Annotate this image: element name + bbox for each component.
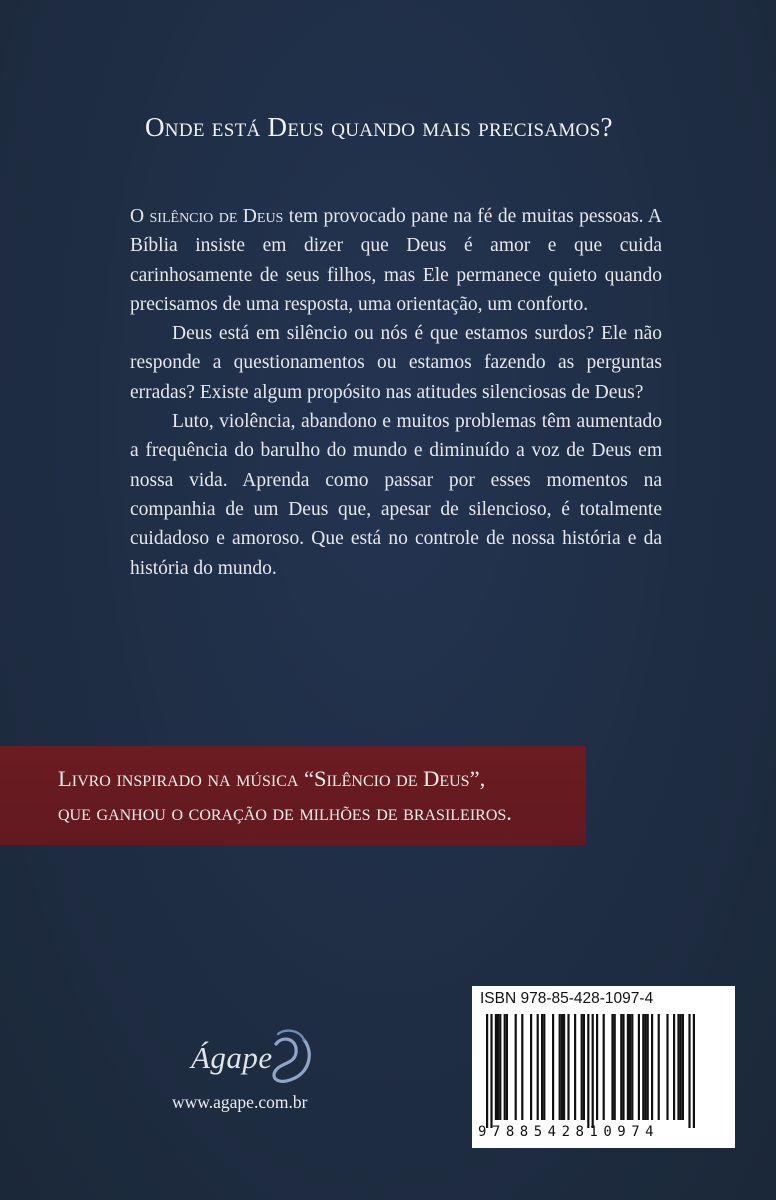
barcode-bar [642, 1014, 644, 1120]
barcode-bar [673, 1014, 675, 1120]
barcode-bar [497, 1014, 499, 1120]
barcode-bar [651, 1014, 653, 1120]
barcode-bar [521, 1014, 523, 1120]
barcode-bar [596, 1014, 598, 1120]
barcode-bar [506, 1014, 508, 1120]
barcode-bar [644, 1014, 646, 1120]
barcode-bar [499, 1014, 501, 1120]
barcode-bar [567, 1014, 569, 1120]
barcode-bar [680, 1014, 682, 1120]
barcode-bar [537, 1014, 539, 1120]
barcode-bar [647, 1014, 649, 1120]
barcode-bar [631, 1014, 633, 1120]
barcode-bar [627, 1014, 629, 1120]
barcode-bar [530, 1014, 532, 1120]
barcode-bar [543, 1014, 545, 1120]
banner-line-2: que ganhou o coração de milhões de brasileiros. [58, 800, 512, 825]
barcode-bar [581, 1014, 583, 1120]
barcode-bar [677, 1014, 679, 1120]
barcode-bar [541, 1014, 543, 1120]
barcode-bar [559, 1014, 561, 1120]
barcode-bar [629, 1014, 631, 1120]
barcode-bar [614, 1014, 616, 1120]
barcode-bar [495, 1014, 497, 1120]
synopsis-paragraph-2: Deus está em silêncio ou nós é que estamos surdos? Ele não responde a questionamentos ou estamos fazendo as perguntas erradas? Existe algum propósito nas atitudes silenciosas de Deus? [130, 323, 662, 403]
barcode-bar [693, 1014, 695, 1128]
synopsis-paragraph-3: Luto, violência, abandono e muitos problemas têm aumentado a frequência do barulho do mundo e diminuído a voz de Deus em nossa vida. Aprenda como passar por esses momentos na companhia de um Deus que, apesar de silencioso, é totalmente cuidadoso e amoroso. Que está no controle de nossa história e da história do mundo. [130, 411, 662, 579]
headline: Onde está Deus quando mais precisamos? [145, 112, 613, 142]
barcode-bar [515, 1014, 517, 1120]
barcode-bar [611, 1014, 613, 1120]
publisher-website: www.agape.com.br [172, 1092, 308, 1112]
banner-line-1: Livro inspirado na música “Silêncio de Deus”, [58, 766, 486, 791]
barcode-bar [682, 1014, 684, 1120]
barcode-bar [620, 1014, 622, 1120]
barcode-digits: 9788542810974 [478, 1124, 660, 1140]
barcode-bar [552, 1014, 554, 1120]
paragraph-text: tem provocado pane na fé de muitas pessoas. A Bíblia insiste em dizer que Deus é amor e que cuida carinhosamente de seus filhos, mas Ele permanece quieto quando precisamos de uma resposta, uma orientação, um conforto. [130, 206, 662, 315]
isbn-label: ISBN 978-85-428-1097-4 [480, 990, 654, 1007]
barcode-bar [658, 1014, 660, 1120]
barcode-bar [490, 1014, 492, 1128]
barcode-bar [486, 1014, 488, 1128]
barcode-bar [504, 1014, 506, 1120]
barcode-bar [592, 1014, 594, 1128]
paragraph-lead: O silêncio de Deus [130, 206, 284, 227]
barcode-bar [563, 1014, 565, 1120]
barcode-bar [574, 1014, 576, 1120]
publisher-logo: Ágape [191, 1040, 273, 1075]
barcode-bar [688, 1014, 690, 1128]
barcode-bar [666, 1014, 668, 1120]
barcode-bar [603, 1014, 605, 1120]
barcode-bar [638, 1014, 640, 1120]
barcode-bar [583, 1014, 585, 1120]
barcode-bar [622, 1014, 624, 1120]
barcode-bar [587, 1014, 589, 1128]
barcode-bar [561, 1014, 563, 1120]
